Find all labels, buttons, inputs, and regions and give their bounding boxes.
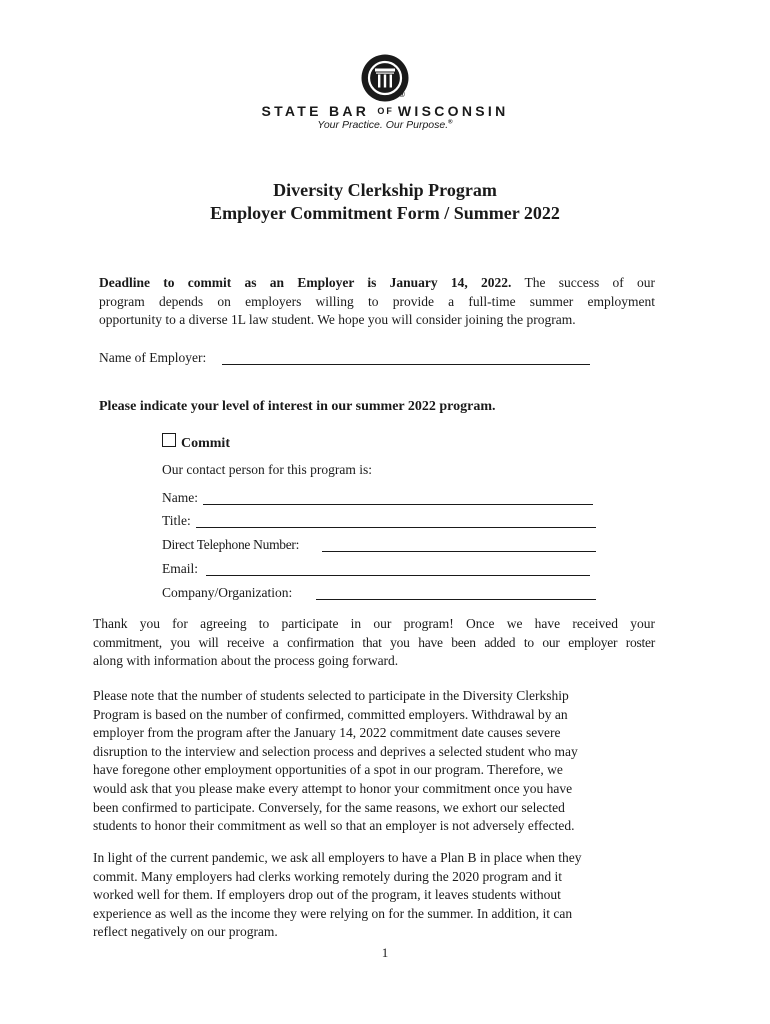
note-line: Program is based on the number of confirmed, committed employers. Withdrawal by an — [93, 706, 568, 722]
contact-name-field[interactable] — [203, 504, 593, 505]
page-number: 1 — [381, 945, 389, 960]
thanks-line: Thank you for agreeing to participate in our program! Once we have received your — [93, 616, 655, 631]
contact-prompt: Our contact person for this program is: — [162, 462, 372, 477]
note-line: would ask that you please make every attempt to honor your commitment once you have — [93, 780, 573, 796]
pandemic-line: reflect negatively on our program. — [93, 924, 278, 940]
intro-line: program depends on employers willing to provide a full-time summer employment — [99, 293, 655, 309]
registered-mark: ® — [399, 90, 405, 99]
pandemic-line: commit. Many employers had clerks working remotely during the 2020 program and it — [93, 868, 563, 884]
note-line: have foregone other employment opportunities of a spot in our program. Therefore, we — [93, 762, 563, 778]
note-line: Please note that the number of students selected to participate in the Diversity Clerkship — [93, 688, 569, 703]
contact-title-field[interactable] — [196, 527, 596, 528]
note-paragraph — [93, 687, 638, 836]
contact-phone-label: Direct Telephone Number: — [162, 537, 300, 552]
pandemic-line: worked well for them. If employers drop out of the program, it leaves students without — [93, 887, 561, 903]
contact-title-label: Title: — [162, 513, 191, 528]
deadline-text: Deadline to commit as an Employer is January 14, 2022. — [99, 275, 512, 290]
contact-company-label: Company/Organization: — [162, 585, 293, 600]
intro-line: opportunity to a diverse 1L law student. We hope you will consider joining the program. — [99, 312, 576, 328]
contact-phone-field[interactable] — [322, 551, 596, 552]
interest-heading: Please indicate your level of interest in our summer 2022 program. — [99, 399, 496, 414]
thanks-line: along with information about the process going forward. — [93, 653, 399, 669]
thanks-line: commitment, you will receive a confirmation that you have been added to our employer roster — [93, 634, 655, 650]
note-line: been confirmed to participate. Conversely, for the same reasons, we exhort our selected — [93, 799, 565, 815]
contact-name-label: Name: — [162, 490, 198, 505]
pandemic-line: In light of the current pandemic, we ask all employers to have a Plan B in place when they — [93, 850, 582, 865]
intro-paragraph — [99, 274, 655, 330]
program-title: Diversity Clerkship Program — [273, 180, 497, 200]
organization-tagline: Your Practice. Our Purpose.® — [317, 119, 453, 131]
intro-line: Deadline to commit as an Employer is January 14, 2022. The success of our — [99, 275, 655, 290]
pandemic-paragraph — [93, 849, 638, 942]
contact-company-field[interactable] — [316, 599, 596, 600]
contact-email-label: Email: — [162, 561, 198, 576]
employer-name-label: Name of Employer: — [99, 350, 207, 365]
contact-email-field[interactable] — [206, 575, 590, 576]
form-title: Employer Commitment Form / Summer 2022 — [210, 203, 560, 223]
note-line: students to honor their commitment as well so that an employer is not adversely effected. — [93, 818, 575, 834]
pandemic-line: experience as well as the income they were relying on for the summer. In addition, it can — [93, 905, 573, 921]
organization-name: STATE BAR OF WISCONSIN — [261, 103, 509, 119]
note-line: disruption to the interview and selection process and deprives a selected student who may — [93, 743, 578, 759]
commit-label: Commit — [181, 436, 230, 451]
note-line: employer from the program after the January 14, 2022 commitment date causes severe — [93, 725, 561, 741]
commit-checkbox[interactable] — [162, 433, 176, 447]
employer-name-field[interactable] — [222, 364, 590, 365]
thanks-paragraph — [93, 615, 655, 671]
